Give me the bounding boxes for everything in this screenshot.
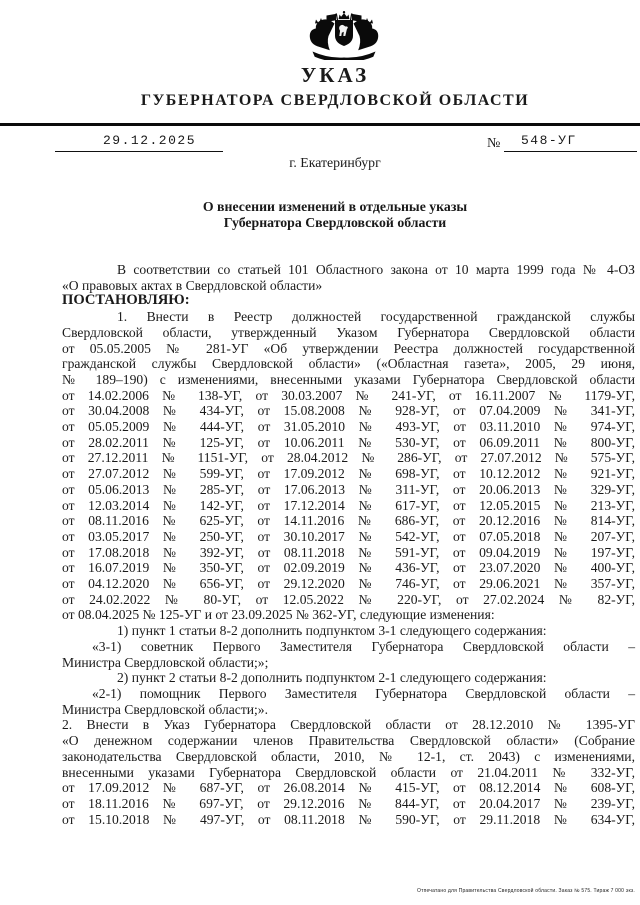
- date-field: 29.12.2025: [103, 133, 197, 148]
- paragraph-2: [62, 717, 635, 827]
- text-line: Министра Свердловской области;».: [62, 701, 269, 717]
- document-title-line2: Губернатора Свердловской области: [223, 214, 447, 230]
- subitem-1-quote: [62, 639, 635, 670]
- text-line: от 08.11.2016 № 625-УГ, от 14.11.2016 № 686-УГ, от 20.12.2016 № 814-УГ,: [62, 513, 635, 529]
- text-line: «О денежном содержании членов Правительства Свердловской области» (Собрание: [62, 733, 635, 749]
- text-line: внесенными указами Губернатора Свердловской области от 21.04.2011 № 332-УГ,: [62, 764, 635, 780]
- text-line: 1. Внести в Реестр должностей государственной гражданской службы: [117, 309, 635, 325]
- city-label: г. Екатеринбург: [289, 155, 381, 170]
- text-line: от 30.04.2008 № 434-УГ, от 15.08.2008 № 928-УГ, от 07.04.2009 № 341-УГ,: [62, 403, 635, 419]
- text-line: от 05.06.2013 № 285-УГ, от 17.06.2013 № 311-УГ, от 20.06.2013 № 329-УГ,: [62, 481, 635, 497]
- decree-type-heading: УКАЗ: [300, 63, 370, 87]
- document-body: [62, 262, 635, 827]
- text-line: «3-1) советник Первого Заместителя Губернатора Свердловской области –: [92, 638, 635, 654]
- date-underline: [55, 151, 223, 152]
- resolve-label: ПОСТАНОВЛЯЮ:: [62, 292, 190, 309]
- text-line: от 08.04.2025 № 125-УГ и от 23.09.2025 № 362-УГ, следующие изменения:: [62, 607, 495, 623]
- text-line: № 189–190) с изменениями, внесенными указами Губернатора Свердловской области: [62, 371, 635, 387]
- subitem-2-quote: [62, 686, 635, 717]
- text-line: от 17.09.2012 № 687-УГ, от 26.08.2014 № 415-УГ, от 08.12.2014 № 608-УГ,: [62, 780, 635, 796]
- text-line: от 14.02.2006 № 138-УГ, от 30.03.2007 № 241-УГ, от 16.11.2007 № 1179-УГ,: [62, 387, 635, 403]
- document-title-line1: О внесении изменений в отдельные указы: [202, 199, 468, 214]
- text-line: законодательства Свердловской области, 2010, № 12-1, ст. 2043) с изменениями,: [62, 748, 635, 764]
- text-line: Министра Свердловской области;»;: [62, 654, 269, 670]
- text-line: от 17.08.2018 № 392-УГ, от 08.11.2018 № 591-УГ, от 09.04.2019 № 197-УГ,: [62, 544, 635, 560]
- text-line: Свердловской области, утвержденный Указом Губернатора Свердловской области: [62, 324, 635, 340]
- text-line: «О правовых актах в Свердловской области»: [62, 277, 323, 293]
- number-underline: [504, 151, 637, 152]
- issuer-heading: ГУБЕРНАТОРА СВЕРДЛОВСКОЙ ОБЛАСТИ: [140, 92, 530, 109]
- paragraph-1: [62, 309, 635, 623]
- text-line: от 05.05.2005 № 281-УГ «Об утверждении Реестра должностей государственной: [62, 340, 635, 356]
- text-line: от 18.11.2016 № 697-УГ, от 29.12.2016 № 844-УГ, от 20.04.2017 № 239-УГ,: [62, 795, 635, 811]
- text-line: от 04.12.2020 № 656-УГ, от 29.12.2020 № 746-УГ, от 29.06.2021 № 357-УГ,: [62, 576, 635, 592]
- text-line: от 03.05.2017 № 250-УГ, от 30.10.2017 № 542-УГ, от 07.05.2018 № 207-УГ,: [62, 528, 635, 544]
- text-line: от 12.03.2014 № 142-УГ, от 17.12.2014 № 617-УГ, от 12.05.2015 № 213-УГ,: [62, 497, 635, 513]
- text-line: от 05.05.2009 № 444-УГ, от 31.05.2010 № 493-УГ, от 03.11.2010 № 974-УГ,: [62, 419, 635, 435]
- document-title: [35, 199, 635, 230]
- text-line: от 27.12.2011 № 1151-УГ, от 28.04.2012 № 286-УГ, от 27.07.2012 № 575-УГ,: [62, 450, 635, 466]
- number-field: 548-УГ: [521, 133, 577, 148]
- coat-of-arms-icon: [305, 10, 383, 60]
- subitem-1: 1) пункт 1 статьи 8-2 дополнить подпунктом 3-1 следующего содержания:: [117, 623, 547, 639]
- text-line: от 28.02.2011 № 125-УГ, от 10.06.2011 № 530-УГ, от 06.09.2011 № 800-УГ,: [62, 434, 635, 450]
- print-footer: Отпечатано для Правительства Свердловской области. Заказ № 575. Тираж 7 000 экз.: [417, 888, 635, 894]
- subitem-2: 2) пункт 2 статьи 8-2 дополнить подпунктом 2-1 следующего содержания:: [117, 670, 547, 686]
- text-line: от 24.02.2022 № 80-УГ, от 12.05.2022 № 220-УГ, от 27.02.2024 № 82-УГ,: [62, 591, 635, 607]
- text-line: 2. Внести в Указ Губернатора Свердловской области от 28.12.2010 № 1395-УГ: [62, 717, 635, 733]
- text-line: В соответствии со статьей 101 Областного закона от 10 марта 1999 года № 4-ОЗ: [117, 262, 635, 277]
- text-line: от 27.07.2012 № 599-УГ, от 17.09.2012 № 698-УГ, от 10.12.2012 № 921-УГ,: [62, 466, 635, 482]
- text-line: от 16.07.2019 № 350-УГ, от 02.09.2019 № 436-УГ, от 23.07.2020 № 400-УГ,: [62, 560, 635, 576]
- header-rule: [0, 123, 640, 126]
- number-sign: №: [487, 136, 501, 151]
- text-line: от 15.10.2018 № 497-УГ, от 08.11.2018 № 590-УГ, от 29.11.2018 № 634-УГ,: [62, 811, 635, 827]
- intro-paragraph: [62, 262, 635, 293]
- text-line: «2-1) помощник Первого Заместителя Губернатора Свердловской области –: [92, 685, 635, 701]
- text-line: гражданской службы Свердловской области» («Областная газета», 2005, 29 июня,: [62, 356, 635, 372]
